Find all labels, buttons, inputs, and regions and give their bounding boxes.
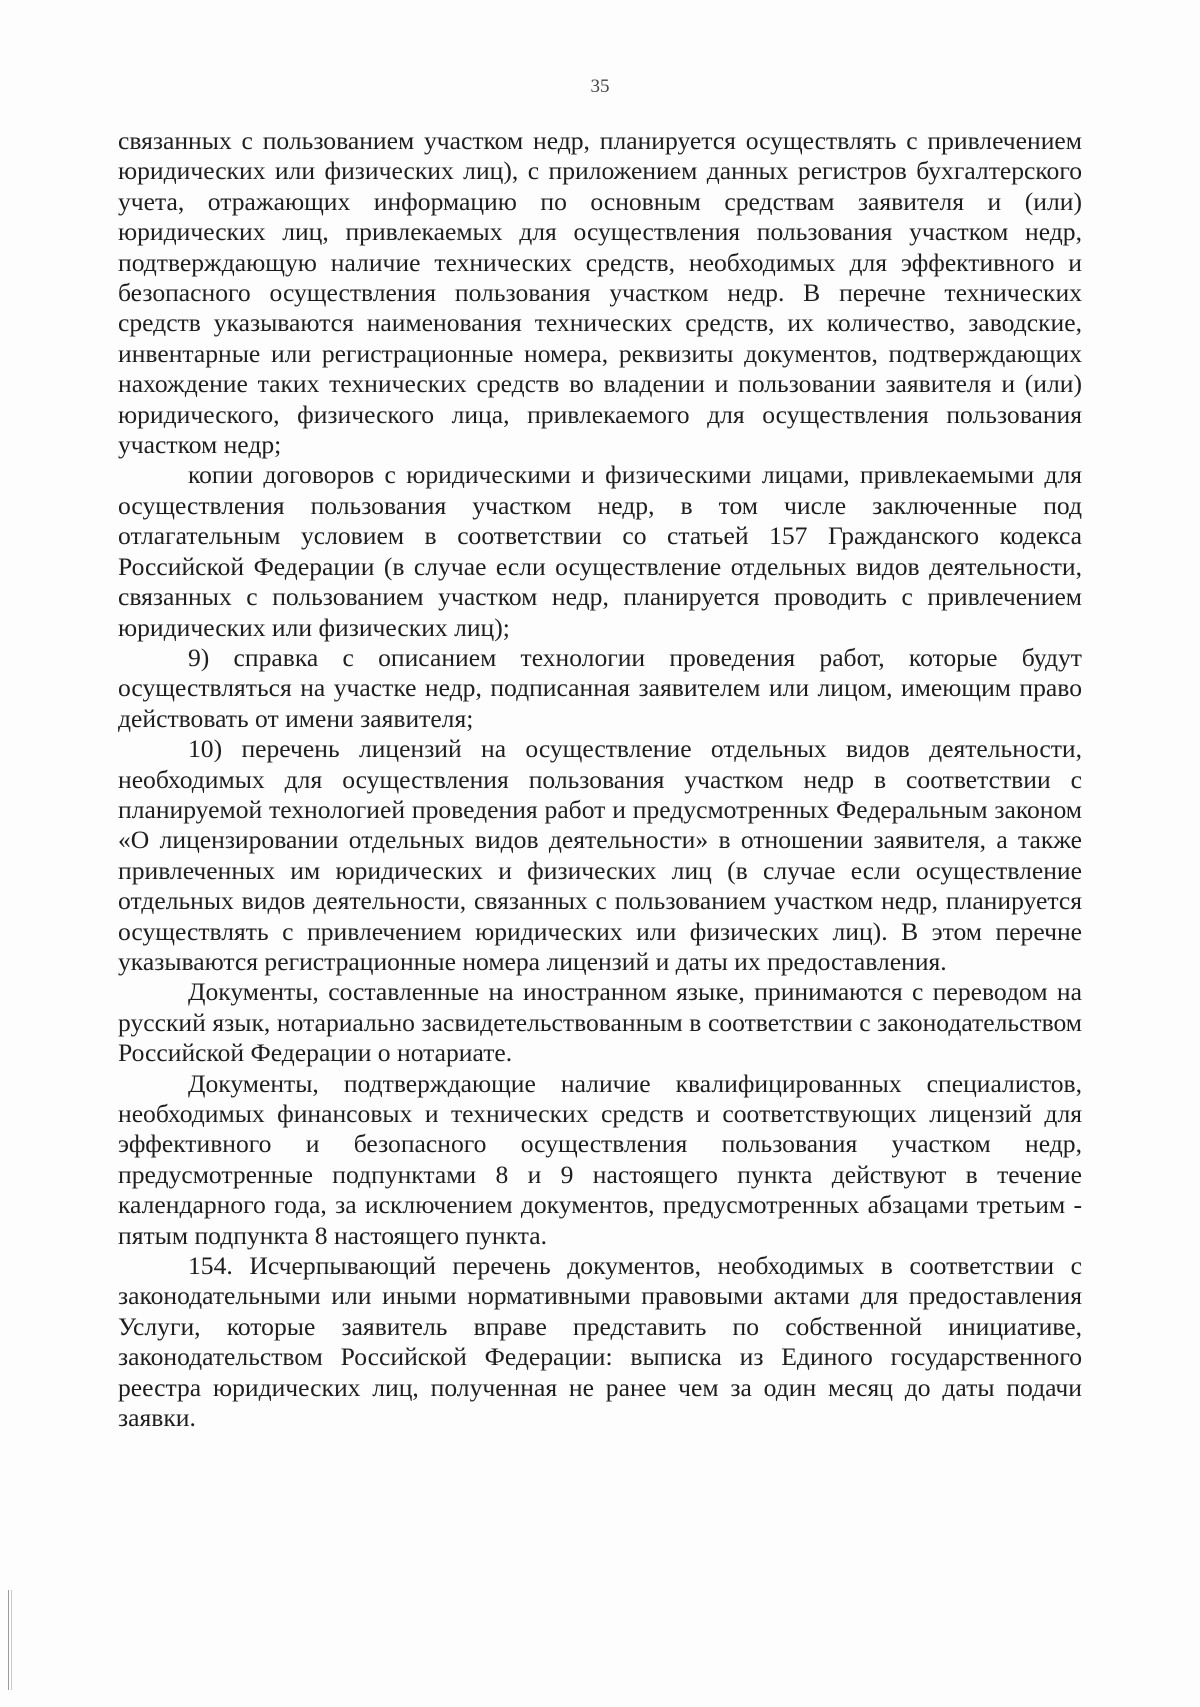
paragraph-item-154: 154. Исчерпывающий перечень документов, необходимых в соответствии с законодательными или иными нормативными правовыми актами для предоставления Услуги, которые заявитель вправе представить по собственной инициативе, законодательством Российской Федерации: выписка из Единого государственного реестра юридических лиц, полученная не ранее чем за один месяц до даты подачи заявки. (118, 1251, 1082, 1433)
paragraph-item-9: 9) справка с описанием технологии проведения работ, которые будут осуществляться на участке недр, подписанная заявителем или лицом, имеющим право действовать от имени заявителя; (118, 642, 1082, 733)
paragraph-foreign-documents: Документы, составленные на иностранном языке, принимаются с переводом на русский язык, нотариально засвидетельствованным в соответствии с законодательством Российской Федерации о нотариате. (118, 977, 1082, 1068)
document-body (118, 126, 1082, 1433)
page-number: 35 (590, 76, 610, 97)
scan-edge-mark (8, 1590, 12, 1690)
paragraph-document-validity: Документы, подтверждающие наличие квалифицированных специалистов, необходимых финансовых и технических средств и соответствующих лицензий для эффективного и безопасного осуществления пользования участком недр, предусмотренные подпунктами 8 и 9 настоящего пункта действуют в течение календарного года, за исключением документов, предусмотренных абзацами третьим - пятым подпункта 8 настоящего пункта. (118, 1068, 1082, 1250)
paragraph-item-10: 10) перечень лицензий на осуществление отдельных видов деятельности, необходимых для осуществления пользования участком недр в соответствии с планируемой технологией проведения работ и предусмотренных Федеральным законом «О лицензировании отдельных видов деятельности» в отношении заявителя, а также привлеченных им юридических и физических лиц (в случае если осуществление отдельных видов деятельности, связанных с пользованием участком недр, планируется осуществлять с привлечением юридических или физических лиц). В этом перечне указываются регистрационные номера лицензий и даты их предоставления. (118, 734, 1082, 976)
paragraph-continuation: связанных с пользованием участком недр, планируется осуществлять с привлечением юридических или физических лиц), с приложением данных регистров бухгалтерского учета, отражающих информацию по основным средствам заявителя и (или) юридических лиц, привлекаемых для осуществления пользования участком недр, подтверждающую наличие технических средств, необходимых для эффективного и безопасного осуществления пользования участком недр. В перечне технических средств указываются наименования технических средств, их количество, заводские, инвентарные или регистрационные номера, реквизиты документов, подтверждающих нахождение таких технических средств во владении и пользовании заявителя и (или) юридического, физического лица, привлекаемого для осуществления пользования участком недр; (118, 126, 1082, 460)
paragraph-contracts: копии договоров с юридическими и физическими лицами, привлекаемыми для осуществления пользования участком недр, в том числе заключенные под отлагательным условием в соответствии со статьей 157 Гражданского кодекса Российской Федерации (в случае если осуществление отдельных видов деятельности, связанных с пользованием участком недр, планируется проводить с привлечением юридических или физических лиц); (118, 460, 1082, 642)
